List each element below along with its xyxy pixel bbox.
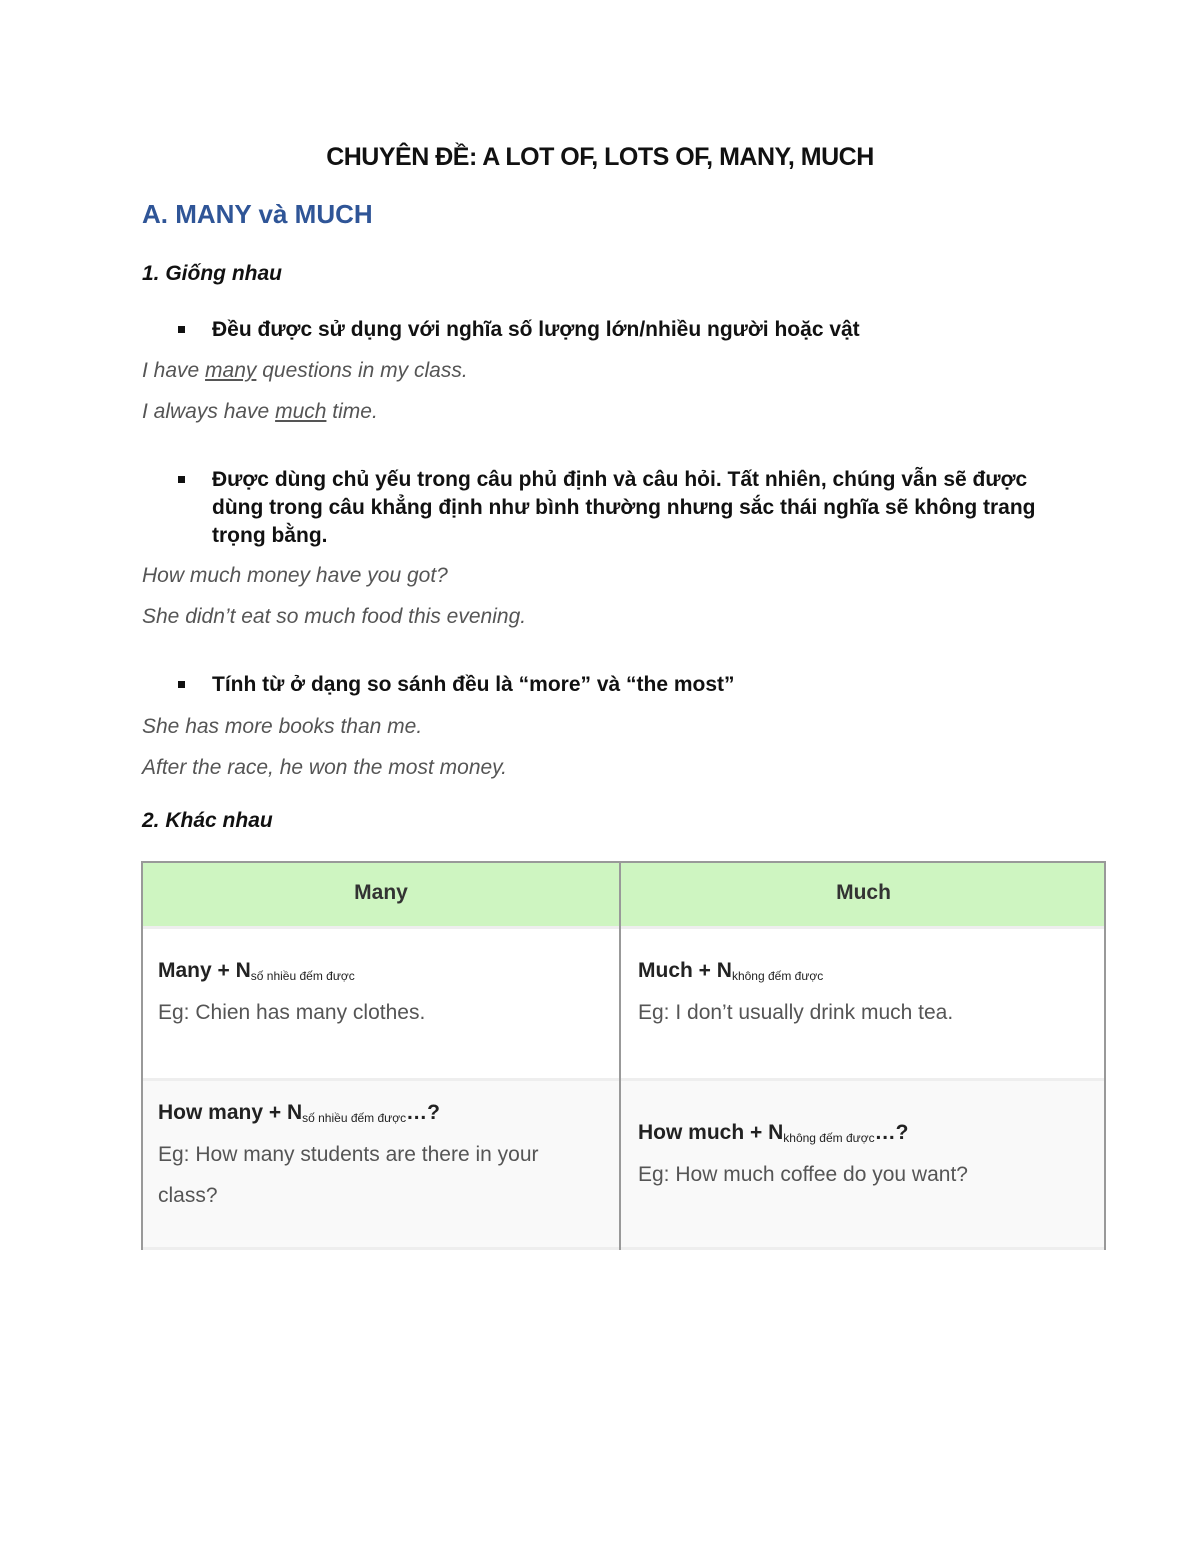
subheading-similarities: 1. Giống nhau <box>142 262 282 285</box>
usage-example: Eg: Chien has many clothes. <box>158 1001 426 1024</box>
usage-example: Eg: How many students are there in your class? <box>158 1143 539 1207</box>
example-sentence: I have many questions in my class. <box>142 359 468 382</box>
example-sentence: After the race, he won the most money. <box>142 756 507 779</box>
table-cell <box>141 1078 621 1250</box>
comparison-table <box>141 861 1106 1250</box>
example-sentence: I always have much time. <box>142 400 378 423</box>
usage-example: Eg: I don’t usually drink much tea. <box>638 1001 954 1024</box>
example-sentence: She has more books than me. <box>142 715 423 738</box>
table-border-right <box>1104 861 1106 1250</box>
table-cell <box>141 926 621 1078</box>
table-border-top <box>141 861 1106 863</box>
section-heading-a: A. MANY và MUCH <box>142 199 373 229</box>
document-title: CHUYÊN ĐỀ: A LOT OF, LOTS OF, MANY, MUCH <box>326 143 874 171</box>
subheading-differences: 2. Khác nhau <box>142 809 273 832</box>
usage-rule: How many + $N_{số nhiều đếm được}\dots$? <box>158 1101 440 1125</box>
bullet-text: Đều được sử dụng với nghĩa số lượng lớn/nhiều người hoặc vật <box>212 318 860 341</box>
bullet-square-icon <box>178 476 185 483</box>
usage-rule: Much + $N_{không đếm được}$ <box>638 959 824 983</box>
usage-example: Eg: How much coffee do you want? <box>638 1163 968 1186</box>
bullet-text: Được dùng chủ yếu trong câu phủ định và câu hỏi. Tất nhiên, chúng vẫn sẽ được dùng trong câu khẳng định như bình thường nhưng sắc thái nghĩa sẽ không trang trọng bằng. <box>212 468 1036 547</box>
table-header-much: Much <box>621 861 1106 926</box>
table-cell <box>621 1078 1106 1250</box>
table-border-left <box>141 861 143 1250</box>
example-sentence: She didn’t eat so much food this evening. <box>142 605 527 628</box>
table-header-many: Many <box>141 861 621 926</box>
table-cell <box>621 926 1106 1078</box>
usage-rule: How much + $N_{không đếm được}\dots$? <box>638 1121 909 1145</box>
bullet-square-icon <box>178 681 185 688</box>
table-border-middle <box>619 861 621 1250</box>
usage-rule: Many + $N_{số nhiều đếm được}$ <box>158 959 355 983</box>
bullet-square-icon <box>178 326 185 333</box>
example-sentence: How much money have you got? <box>142 564 448 587</box>
bullet-text: Tính từ ở dạng so sánh đều là “more” và “the most” <box>212 673 735 696</box>
